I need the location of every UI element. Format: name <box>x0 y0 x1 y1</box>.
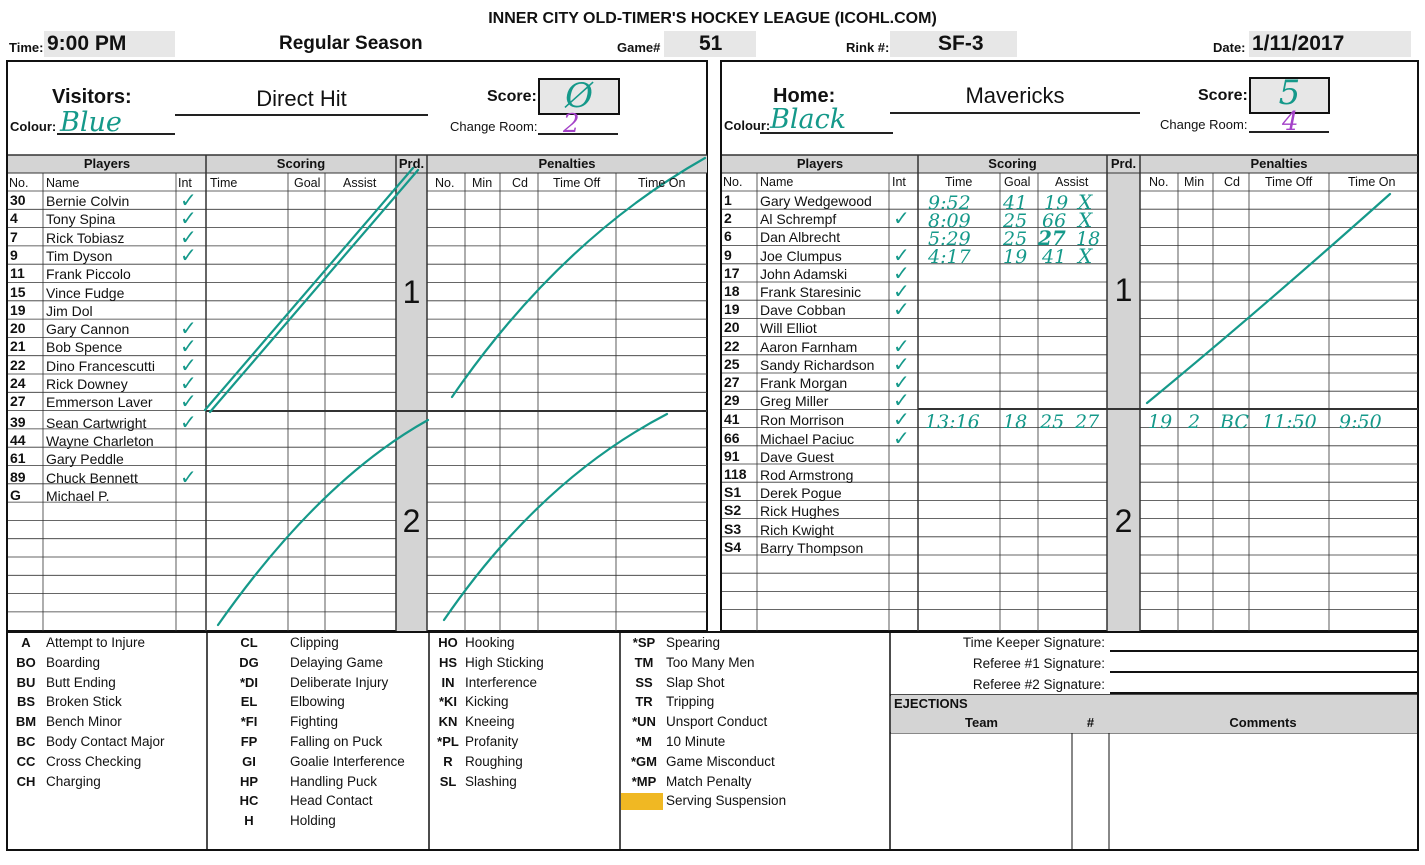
ejections-title: EJECTIONS <box>894 696 968 711</box>
home-goal-5-time: 13:16 <box>925 411 980 433</box>
home-player-name: Ron Morrison <box>760 412 845 429</box>
home-col-time-on: Time On <box>1348 175 1396 189</box>
home-player-number: S2 <box>724 502 742 519</box>
home-player-number: S3 <box>724 520 742 537</box>
home-player-number: 29 <box>724 392 740 409</box>
home-goal-4-scorer: 19 <box>1003 246 1028 268</box>
suspension-swatch <box>621 793 663 810</box>
void-stroke-home-penalty-p1 <box>1147 194 1390 403</box>
home-goal-1-time: 9:52 <box>928 192 971 214</box>
home-goal-3-assist2: 18 <box>1076 228 1101 250</box>
home-col-assist: Assist <box>1055 175 1089 189</box>
timekeeper-signature-line[interactable] <box>1110 650 1417 652</box>
ejections-number-header: # <box>1086 715 1095 730</box>
home-player-number: 9 <box>724 246 732 263</box>
home-penalty-1-player: 19 <box>1148 411 1173 433</box>
home-penalty-1-time-on: 9:50 <box>1339 411 1382 433</box>
legend-code: *M <box>636 734 652 749</box>
home-prd-header: Prd. <box>1110 156 1137 171</box>
home-player-name: Frank Morgan <box>760 375 848 391</box>
home-label: Home: <box>773 85 836 107</box>
home-goal-2-assist1: 66 <box>1042 210 1067 232</box>
home-player-number: S4 <box>724 538 742 555</box>
legend-description: Charging <box>46 773 101 789</box>
home-player-name: Will Elliot <box>760 320 817 337</box>
home-period-2: 2 <box>1114 503 1133 539</box>
legend-code: HS <box>438 654 458 670</box>
visitors-player-name: Tony Spina <box>46 211 116 228</box>
visitors-penalties-header: Penalties <box>538 156 596 171</box>
visitors-player-name: Vince Fudge <box>46 284 125 301</box>
home-goal-2-time: 8:09 <box>928 210 971 232</box>
legend-description: Head Contact <box>290 793 373 809</box>
home-goal-1-scorer: 41 <box>1003 192 1028 214</box>
home-col-no: No. <box>723 175 743 189</box>
visitors-player-number: G <box>10 486 21 503</box>
home-player-name: Greg Miller <box>760 393 829 410</box>
home-col-time-off: Time Off <box>1265 175 1313 189</box>
void-stroke-vis-penalty-p2 <box>444 414 667 620</box>
visitors-col-int: Int <box>178 176 192 190</box>
visitors-player-number: 39 <box>10 413 26 430</box>
visitors-prd-header: Prd. <box>398 156 425 171</box>
legend-description: Interference <box>465 674 538 690</box>
date-value: 1/11/2017 <box>1252 32 1345 55</box>
legend-code: HC <box>239 793 259 809</box>
legend-code: *PL <box>437 734 459 749</box>
home-penalty-1-code: BC <box>1220 411 1249 433</box>
game-label: Game# <box>617 40 661 55</box>
visitors-player-number: 89 <box>10 468 26 485</box>
legend-code: *KI <box>438 694 458 710</box>
visitors-player-name: Jim Dol <box>46 302 93 319</box>
visitors-player-name: Bob Spence <box>46 339 123 356</box>
home-int-check-icon: ✓ <box>893 242 910 267</box>
visitors-player-name: Rick Downey <box>46 376 128 392</box>
legend-description: Profanity <box>465 734 519 749</box>
legend-description: Too Many Men <box>666 654 755 670</box>
legend-code: GI <box>242 753 256 769</box>
legend-code: BO <box>16 654 36 670</box>
league-title: INNER CITY OLD-TIMER'S HOCKEY LEAGUE (ICOHL.COM) <box>488 10 937 27</box>
visitors-player-number: 44 <box>10 431 26 448</box>
time-label: Time: <box>9 40 44 55</box>
visitors-int-check-icon: ✓ <box>180 464 197 489</box>
visitors-label: Visitors: <box>52 86 132 108</box>
home-player-name: Gary Wedgewood <box>760 193 872 209</box>
home-player-name: Barry Thompson <box>760 539 864 556</box>
legend-description: Unsport Conduct <box>666 714 768 730</box>
referee2-signature-line[interactable] <box>1110 692 1417 694</box>
legend-code: R <box>443 753 453 769</box>
legend-code: HO <box>438 635 458 650</box>
legend-code: CH <box>16 773 36 789</box>
visitors-change-room-value: 2 <box>563 109 580 139</box>
legend-description: Attempt to Injure <box>46 635 146 650</box>
home-player-name: Michael Paciuc <box>760 430 855 447</box>
home-penalties-header: Penalties <box>1250 156 1308 171</box>
visitors-col-min: Min <box>472 176 493 190</box>
legend-code: *MP <box>631 773 657 789</box>
home-col-cd: Cd <box>1224 175 1240 189</box>
legend-code: *SP <box>632 635 656 650</box>
legend-description: Kneeing <box>465 714 515 730</box>
visitors-period-2: 2 <box>402 503 421 539</box>
legend-code: SS <box>635 674 653 690</box>
legend-description: Hooking <box>465 635 515 650</box>
visitors-int-check-icon: ✓ <box>180 188 197 212</box>
home-player-number: 6 <box>724 228 732 245</box>
home-colour-label: Colour: <box>724 118 771 133</box>
home-goal-1-assist1: 19 <box>1044 192 1069 214</box>
legend-description: Body Contact Major <box>46 734 165 749</box>
legend-code: SL <box>439 773 457 789</box>
visitors-col-goal: Goal <box>294 176 321 190</box>
legend-description: Kicking <box>465 694 509 710</box>
home-player-number: 25 <box>724 355 740 372</box>
legend-code: EL <box>240 694 258 710</box>
visitors-int-check-icon: ✓ <box>180 371 197 395</box>
visitors-col-no: No. <box>9 176 29 190</box>
legend-description: 10 Minute <box>666 734 726 749</box>
legend-code: BS <box>16 694 36 710</box>
visitors-player-name: Sean Cartwright <box>46 414 147 431</box>
legend-code: KN <box>438 714 458 730</box>
legend-code: *UN <box>632 714 656 730</box>
home-col-goal: Goal <box>1004 175 1031 189</box>
home-players-header: Players <box>796 156 844 171</box>
visitors-player-number: 22 <box>10 356 26 373</box>
legend-code: TR <box>635 694 653 710</box>
visitors-col-pen-no: No. <box>435 176 455 190</box>
visitors-player-name: Tim Dyson <box>46 247 113 264</box>
visitors-player-number: 4 <box>10 210 18 227</box>
home-col-name: Name <box>760 175 794 189</box>
void-stroke-vis-penalty-p1 <box>452 158 705 397</box>
home-penalty-1-time-off: 11:50 <box>1262 411 1317 433</box>
visitors-score-label: Score: <box>487 88 537 105</box>
home-player-number: 118 <box>724 466 747 482</box>
visitors-col-time-off: Time Off <box>553 176 601 190</box>
visitors-player-name: Bernie Colvin <box>46 193 130 209</box>
referee1-signature-line[interactable] <box>1110 671 1417 673</box>
visitors-player-number: 11 <box>10 265 25 282</box>
legend-code: CC <box>16 753 36 769</box>
home-change-room-value: 4 <box>1282 107 1299 137</box>
legend-description: Elbowing <box>290 694 345 710</box>
visitors-int-check-icon: ✓ <box>180 334 197 359</box>
home-int-check-icon: ✓ <box>893 279 910 303</box>
referee1-signature-label: Referee #1 Signature: <box>972 656 1105 671</box>
home-col-min: Min <box>1184 175 1205 189</box>
visitors-colour-value: Blue <box>60 107 122 138</box>
visitors-player-number: 19 <box>10 301 26 318</box>
visitors-period-1: 1 <box>402 274 421 310</box>
home-player-number: 41 <box>724 411 740 428</box>
rink-label: Rink #: <box>846 40 890 55</box>
visitors-score-value: Ø <box>565 76 593 116</box>
visitors-player-name: Michael P. <box>46 487 110 504</box>
home-period-1: 1 <box>1114 272 1133 308</box>
visitors-team-name: Direct Hit <box>175 86 428 116</box>
visitors-player-name: Frank Piccolo <box>46 266 131 283</box>
visitors-col-cd: Cd <box>512 176 528 190</box>
home-goal-1-assist2: X <box>1078 190 1093 214</box>
home-player-name: Derek Pogue <box>760 485 842 502</box>
home-player-name: Frank Staresinic <box>760 284 862 300</box>
home-int-check-icon: ✓ <box>893 407 910 432</box>
home-goal-4-assist1: 41 <box>1042 246 1067 268</box>
legend-description: Spearing <box>666 635 721 650</box>
ejections-band <box>891 695 1417 713</box>
home-prd-column <box>1107 155 1140 631</box>
home-int-check-icon: ✓ <box>893 388 910 413</box>
home-penalty-1-minutes: 2 <box>1188 411 1201 433</box>
visitors-player-number: 21 <box>10 338 26 355</box>
legend-description: Butt Ending <box>46 674 116 690</box>
legend-code: *DI <box>239 674 259 690</box>
home-int-check-icon: ✓ <box>893 425 910 450</box>
legend-description: Tripping <box>666 694 715 710</box>
legend-description: Roughing <box>465 753 523 769</box>
visitors-int-check-icon: ✓ <box>180 352 197 377</box>
home-player-name: Rich Kwight <box>760 521 834 538</box>
season-type: Regular Season <box>279 33 423 54</box>
legend-description: Boarding <box>46 654 101 670</box>
legend-code: BM <box>15 714 37 730</box>
legend-description: Fighting <box>290 714 339 730</box>
legend-description: Deliberate Injury <box>290 674 389 690</box>
legend-description: Slashing <box>465 773 517 789</box>
home-goal-2-scorer: 25 <box>1003 210 1028 232</box>
visitors-change-room-label: Change Room: <box>450 119 538 134</box>
referee2-signature-label: Referee #2 Signature: <box>972 677 1105 692</box>
legend-description: Game Misconduct <box>666 753 775 769</box>
home-player-number: 17 <box>724 264 740 281</box>
visitors-col-name: Name <box>46 176 80 190</box>
home-int-check-icon: ✓ <box>893 206 910 231</box>
visitors-int-check-icon: ✓ <box>180 206 197 231</box>
home-player-name: Aaron Farnham <box>760 338 858 355</box>
ejections-comments-header: Comments <box>1229 715 1297 730</box>
legend-code: FP <box>240 734 258 749</box>
legend-code: A <box>21 635 31 650</box>
home-player-name: Dave Cobban <box>760 302 846 319</box>
home-change-room-label: Change Room: <box>1160 117 1248 132</box>
legend-description: Clipping <box>290 635 339 650</box>
legend-description: Slap Shot <box>666 674 725 690</box>
legend-code: BC <box>16 734 36 749</box>
legend-description: Match Penalty <box>666 773 752 789</box>
visitors-int-check-icon: ✓ <box>180 316 197 341</box>
legend-description: Bench Minor <box>46 714 122 730</box>
visitors-int-check-icon: ✓ <box>180 389 197 414</box>
visitors-prd-column <box>396 155 427 631</box>
visitors-player-number: 30 <box>10 192 26 208</box>
home-goal-4-time: 4:17 <box>928 246 971 268</box>
legend-code: DG <box>239 654 259 670</box>
home-goal-5-assist1: 25 <box>1040 411 1065 433</box>
visitors-player-name: Gary Peddle <box>46 451 124 468</box>
home-goal-3-scorer: 25 <box>1003 228 1028 250</box>
home-colour-value: Black <box>770 104 847 135</box>
home-col-time: Time <box>945 175 973 189</box>
legend-description: Goalie Interference <box>290 753 405 769</box>
visitors-colour-label: Colour: <box>10 119 57 134</box>
visitors-player-number: 24 <box>10 375 26 391</box>
legend-code: *GM <box>631 753 657 769</box>
home-player-number: 20 <box>724 319 740 336</box>
home-int-check-icon: ✓ <box>893 370 910 394</box>
home-score-value: 5 <box>1278 73 1301 113</box>
visitors-player-name: Emmerson Laver <box>46 394 153 411</box>
visitors-player-name: Wayne Charleton <box>46 432 154 449</box>
visitors-player-number: 20 <box>10 320 26 337</box>
home-score-label: Score: <box>1198 87 1248 104</box>
home-player-name: Dan Albrecht <box>760 229 841 246</box>
home-int-check-icon: ✓ <box>893 297 910 322</box>
home-player-name: John Adamski <box>760 265 848 282</box>
home-player-number: 22 <box>724 337 740 354</box>
visitors-players-header: Players <box>83 156 131 171</box>
home-col-pen-no: No. <box>1149 175 1169 189</box>
home-goal-3-assist1: 27 <box>1038 226 1066 250</box>
home-player-number: 1 <box>724 192 732 208</box>
home-player-number: 27 <box>724 374 740 390</box>
void-stroke-vis-scoring-p1b <box>210 170 418 412</box>
rink-value: SF-3 <box>938 32 984 55</box>
legend-code: CL <box>240 635 258 650</box>
legend-description: Serving Suspension <box>666 793 787 809</box>
home-int-check-icon: ✓ <box>893 260 910 285</box>
visitors-int-check-icon: ✓ <box>180 224 197 249</box>
home-goal-5-assist2: 27 <box>1075 411 1100 433</box>
visitors-player-number: 27 <box>10 393 26 410</box>
home-player-name: Al Schrempf <box>760 211 837 228</box>
legend-code: *FI <box>240 714 258 730</box>
game-value: 51 <box>699 32 723 55</box>
visitors-player-number: 9 <box>10 246 18 263</box>
legend-description: High Sticking <box>465 654 544 670</box>
visitors-col-time-on: Time On <box>638 176 686 190</box>
visitors-col-time: Time <box>210 176 238 190</box>
visitors-int-check-icon: ✓ <box>180 242 197 267</box>
home-int-check-icon: ✓ <box>893 333 910 358</box>
home-player-number: 91 <box>724 447 740 464</box>
visitors-player-name: Rick Tobiasz <box>46 229 125 246</box>
visitors-scoring-header: Scoring <box>276 156 326 171</box>
home-player-name: Rod Armstrong <box>760 467 854 483</box>
home-player-number: 18 <box>724 283 740 299</box>
home-goal-2-assist2: X <box>1078 208 1093 232</box>
legend-code: HP <box>239 773 259 789</box>
home-goal-5-scorer: 18 <box>1003 411 1028 433</box>
visitors-col-assist: Assist <box>343 176 377 190</box>
home-goal-3-time: 5:29 <box>928 228 971 250</box>
home-player-name: Sandy Richardson <box>760 356 875 373</box>
visitors-player-name: Dino Francescutti <box>46 357 155 374</box>
visitors-int-check-icon: ✓ <box>180 409 197 434</box>
legend-description: Broken Stick <box>46 694 122 710</box>
legend-description: Falling on Puck <box>290 734 383 749</box>
legend-code: IN <box>441 674 455 690</box>
home-player-number: S1 <box>724 484 742 501</box>
legend-description: Holding <box>290 813 336 829</box>
home-player-name: Dave Guest <box>760 448 834 465</box>
date-label: Date: <box>1213 40 1246 55</box>
visitors-player-number: 61 <box>10 450 26 467</box>
legend-description: Handling Puck <box>290 773 378 789</box>
legend-code: H <box>244 813 254 829</box>
home-player-number: 66 <box>724 429 740 446</box>
legend-description: Cross Checking <box>46 753 142 769</box>
legend-code: BU <box>16 674 36 690</box>
home-goal-4-assist2: X <box>1078 244 1093 268</box>
home-int-check-icon: ✓ <box>893 351 910 376</box>
legend-code: TM <box>634 654 654 670</box>
timekeeper-signature-label: Time Keeper Signature: <box>962 635 1105 650</box>
home-player-number: 2 <box>724 210 732 227</box>
home-team-name: Mavericks <box>890 83 1140 114</box>
legend-description: Delaying Game <box>290 654 384 670</box>
home-player-name: Rick Hughes <box>760 503 840 520</box>
home-player-number: 19 <box>724 301 740 318</box>
visitors-player-name: Gary Cannon <box>46 321 130 338</box>
ejections-team-header: Team <box>965 715 998 730</box>
visitors-player-number: 7 <box>10 228 18 245</box>
home-col-int: Int <box>892 175 906 189</box>
home-scoring-header: Scoring <box>988 156 1037 171</box>
visitors-player-name: Chuck Bennett <box>46 469 138 486</box>
visitors-player-number: 15 <box>10 283 26 300</box>
home-player-name: Joe Clumpus <box>760 247 842 264</box>
time-value: 9:00 PM <box>47 32 127 55</box>
